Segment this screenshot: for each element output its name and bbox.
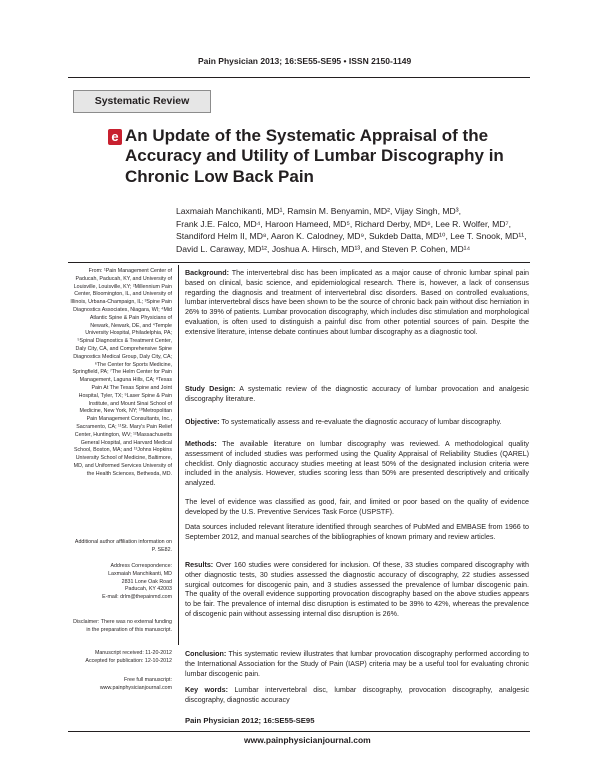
- abstract-background: [185, 269, 529, 338]
- sidebar-affiliations: From: ¹Pain Management Center of Paducah, Paducah, KY, and University of Louisville, Louisville, KY; ²Millennium Pain Center, Bloomington, IL, and University of Illinois, Urbana-Champaign, IL; ³Spine Pain Diagnostics Associates, Niagara, WI; ⁴Mid Atlantic Spine & Pain Physicians of Newark, Newark, DE, and ⁴Temple University Hospital, Philadelphia, PA; ⁵Spinal Diagnostics & Treatment Center, Daly City, CA, and Comprehensive Spine Diagnostics Medical Group, Daly City, CA; ⁶The Center for Sports Medicine, Springfield, PA; ⁷The Helm Center for Pain Management, Laguna Hills, CA; ⁸Texas Pain At The Texas Spine and Joint Hospital, Tyler, TX; ⁹Laser Spine & Pain Institute, and Mount Sinai School of Medicine, New York, NY; ¹⁰Metropolitan Pain Management Consultants, Inc., Sacramento, CA; ¹¹St. Mary's Pain Relief Center, Huntington, WV; ¹²Massachusetts General Hospital, and Harvard Medical School, Boston, MA; and ¹³Johns Hopkins University School of Medicine, Baltimore, MD, and Uniformed Services University of the Health Sciences, Bethesda, MD.: [70, 268, 172, 477]
- free-title: Free full manuscript:: [124, 677, 172, 683]
- author-list: [176, 205, 536, 256]
- article-title: An Update of the Systematic Appraisal of the Accuracy and Utility of Lumbar Discography in Chronic Low Back Pain: [125, 126, 504, 186]
- objective-text: To systematically assess and re-evaluate the diagnostic accuracy of lumbar discography.: [221, 418, 502, 426]
- author-line: Standiford Helm II, MD⁸, Aaron K. Calodney, MD⁹, Sukdeb Datta, MD¹⁰, Lee T. Snook, MD¹¹,: [176, 231, 527, 242]
- abstract-objective: [185, 418, 529, 428]
- corr-email[interactable]: E-mail: drlm@thepainmd.com: [102, 594, 172, 601]
- corr-address-1: 2831 Lone Oak Road: [121, 578, 172, 585]
- column-divider: [178, 265, 179, 645]
- background-text: The intervertebral disc has been implicated as a major cause of chronic lumbar spinal pain based on clinical, basic science, and epidemiological research. There is, however, a lack of consensus regarding the diagnosis and treatment of intervertebral disc disorders. Based on controlled evaluations, lumbar intervertebral discs have been shown to be the source of chronic back pain without disc herniation in 26% to 39% of patients. Lumbar provocation discography, which includes disc stimulation and morphological evaluation, is often used to distinguish a painful disc from other potential sources of pain. Despite the extensive literature, intense debate continues about lumbar discography as a diagnostic tool.: [185, 269, 529, 336]
- abstract-conclusion: [185, 650, 529, 679]
- abstract-results: [185, 561, 529, 620]
- keywords-text: Lumbar intervertebral disc, lumbar discography, provocation discography, analgesic discography, diagnostic accuracy: [185, 686, 530, 704]
- background-label: Background:: [185, 269, 230, 277]
- citation-line: Pain Physician 2012; 16:SE55-SE95: [185, 716, 315, 725]
- received-date: Manuscript received: 11-20-2012: [94, 650, 172, 656]
- e-publication-icon: e: [108, 129, 122, 145]
- corr-title: Address Correspondence:: [110, 563, 172, 569]
- accepted-date: Accepted for publication: 12-10-2012: [85, 657, 172, 664]
- issn: • ISSN 2150-1149: [343, 56, 412, 66]
- study-design-label: Study Design:: [185, 385, 236, 393]
- sidebar-dates: [70, 650, 172, 666]
- journal-citation: Pain Physician 2013; 16:SE55-SE95: [198, 56, 342, 66]
- free-url[interactable]: www.painphysicianjournal.com: [99, 684, 172, 691]
- sidebar-additional-affiliation: Additional author affiliation information on P. SE82.: [74, 539, 172, 553]
- abstract-keywords: [185, 686, 529, 706]
- keywords-label: Key words:: [185, 686, 228, 694]
- conclusion-text: This systematic review illustrates that lumbar provocation discography performed according to the International Association for the Study of Pain (IASP) criteria may be a useful tool for evaluating chronic lumbar discogenic pain.: [185, 650, 530, 678]
- footer-rule: [68, 731, 530, 732]
- sidebar-correspondence: [70, 563, 172, 602]
- study-design-text: A systematic review of the diagnostic accuracy of lumbar provocation and analgesic discography literature.: [185, 385, 529, 403]
- abstract-evidence-level: The level of evidence was classified as good, fair, and limited or poor based on the quality of evidence developed by the U.S. Preventive Services Task Force (USPSTF).: [185, 498, 529, 516]
- methods-text: The available literature on lumbar discography was reviewed. A methodological quality assessment of included studies was performed using the Quality Appraisal of Reliability Studies (QAREL) checklist. Only diagnostic accuracy studies meeting at least 50% of the designated inclusion criteria were included in the analysis. However, studies scoring less than 50% are presented descriptively and critically analyzed.: [185, 440, 529, 488]
- top-rule: [68, 77, 530, 78]
- results-label: Results:: [185, 561, 214, 569]
- abstract-data-sources: Data sources included relevant literature identified through searches of PubMed and EMBASE from 1966 to September 2012, and manual searches of the bibliographies of known primary and review articles.: [185, 523, 529, 541]
- author-line: Laxmaiah Manchikanti, MD¹, Ramsin M. Benyamin, MD², Vijay Singh, MD³,: [176, 206, 461, 216]
- author-line: David L. Caraway, MD¹², Joshua A. Hirsch, MD¹³, and Steven P. Cohen, MD¹⁴: [176, 244, 471, 255]
- journal-header: [198, 56, 411, 66]
- section-label: Systematic Review: [73, 90, 211, 113]
- methods-label: Methods:: [185, 440, 217, 448]
- sidebar-disclaimer: Disclaimer: There was no external funding in the preparation of this manuscript.: [73, 619, 172, 633]
- abstract-study-design: [185, 385, 529, 405]
- footer-url[interactable]: www.painphysicianjournal.com: [244, 735, 371, 745]
- corr-address-2: Paducah, KY 42003: [124, 586, 172, 593]
- sidebar-free-manuscript: [70, 677, 172, 693]
- results-text: Over 160 studies were considered for inclusion. Of these, 33 studies compared discography with other diagnostic tests, 30 studies assessed the diagnostic accuracy of discography, 22 studies assessed surgical outcomes for discogenic pain, and 3 studies assessed the prevalence of lumbar discogenic pain. The quality of the overall evidence supporting provocation discography based on the above studies appears to be fair. The prevalence of internal disc disruption is estimated to be 39% to 42%, whereas the prevalence of discogenic pain without assessing internal disc disruption is 26%.: [185, 561, 530, 618]
- author-line: Frank J.E. Falco, MD⁴, Haroon Hameed, MD⁵, Richard Derby, MD⁶, Lee R. Wolfer, MD⁷,: [176, 218, 511, 229]
- section-rule: [68, 262, 530, 263]
- conclusion-label: Conclusion:: [185, 650, 227, 658]
- objective-label: Objective:: [185, 418, 220, 426]
- abstract-methods: [185, 440, 529, 489]
- corr-name: Laxmaiah Manchikanti, MD: [108, 570, 172, 577]
